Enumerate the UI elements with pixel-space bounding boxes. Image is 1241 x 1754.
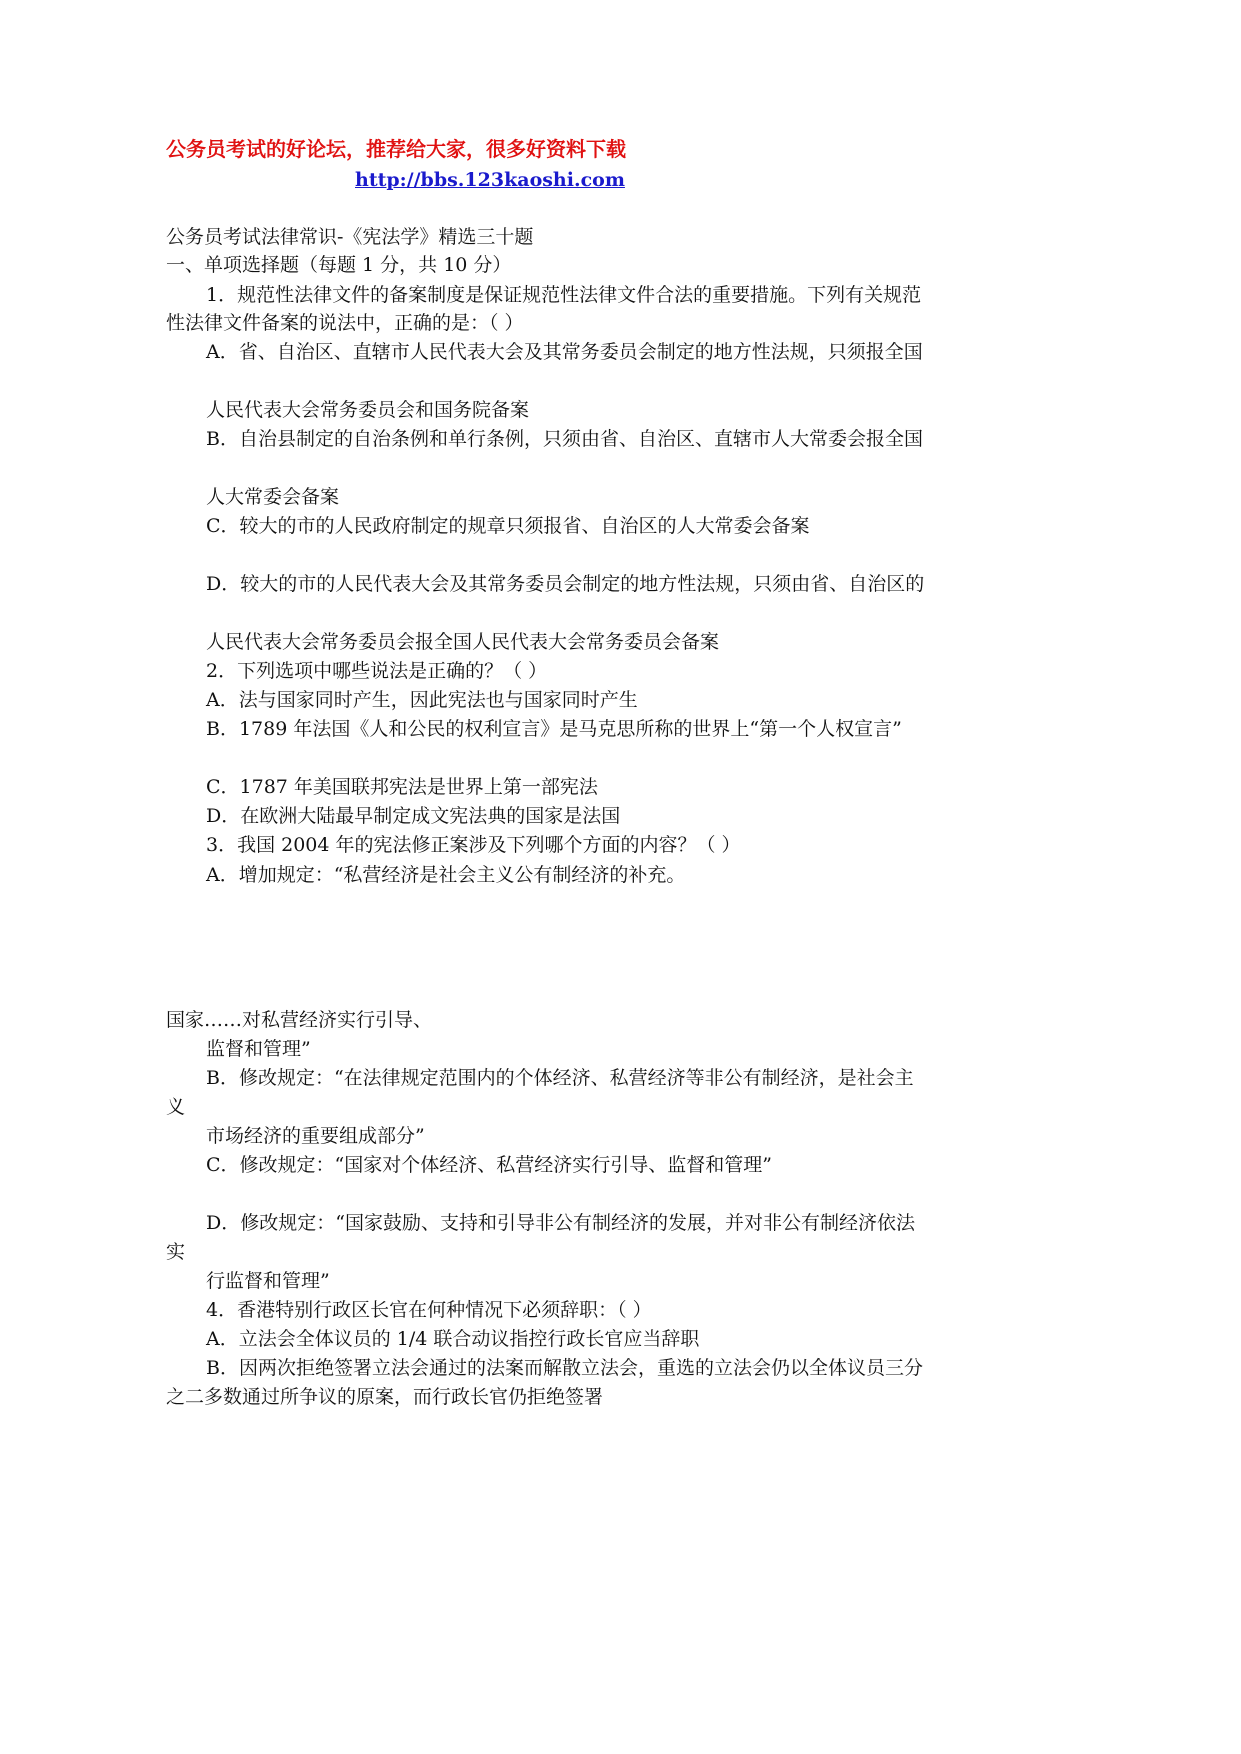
q2-option-a: A．法与国家同时产生，因此宪法也与国家同时产生 (206, 689, 638, 711)
q1-option-b-line2: 人大常委会备案 (206, 486, 340, 508)
section-heading: 一、单项选择题（每题 1 分，共 10 分） (166, 254, 512, 276)
q3-option-b-line2: 义 (166, 1096, 186, 1118)
q1-option-a-line2: 人民代表大会常务委员会和国务院备案 (206, 399, 530, 421)
q3-option-b-line3: 市场经济的重要组成部分” (206, 1125, 425, 1147)
q3-option-b-line1: B．修改规定：“在法律规定范围内的个体经济、私营经济等非公有制经济，是社会主 (206, 1067, 914, 1089)
q1-stem-line2: 性法律文件备案的说法中，正确的是：（ ） (166, 312, 524, 334)
q1-option-c: C．较大的市的人民政府制定的规章只须报省、自治区的人大常委会备案 (206, 515, 810, 537)
document-title: 公务员考试法律常识-《宪法学》精选三十题 (166, 226, 534, 248)
q4-option-b-line2: 之二多数通过所争议的原案，而行政长官仍拒绝签署 (166, 1386, 604, 1408)
q2-option-c: C．1787 年美国联邦宪法是世界上第一部宪法 (206, 776, 598, 798)
q2-option-b: B．1789 年法国《人和公民的权利宣言》是马克思所称的世界上“第一个人权宣言” (206, 718, 902, 740)
q1-option-d-line2: 人民代表大会常务委员会报全国人民代表大会常务委员会备案 (206, 631, 720, 653)
q3-stem: 3．我国 2004 年的宪法修正案涉及下列哪个方面的内容？（ ） (206, 834, 741, 856)
forum-link[interactable]: http://bbs.123kaoshi.com (355, 169, 625, 191)
q2-option-d: D．在欧洲大陆最早制定成文宪法典的国家是法国 (206, 805, 621, 827)
q3-option-c: C．修改规定：“国家对个体经济、私营经济实行引导、监督和管理” (206, 1154, 772, 1176)
q1-option-d-line1: D．较大的市的人民代表大会及其常务委员会制定的地方性法规，只须由省、自治区的 (206, 573, 925, 595)
forum-ad-text: 公务员考试的好论坛，推荐给大家，很多好资料下载 (166, 137, 626, 161)
q2-stem: 2．下列选项中哪些说法是正确的？（ ） (206, 660, 548, 682)
q3-option-d-line3: 行监督和管理” (206, 1270, 330, 1292)
q3-option-d-line2: 实 (166, 1241, 186, 1263)
q1-stem-line1: 1．规范性法律文件的备案制度是保证规范性法律文件合法的重要措施。下列有关规范 (206, 284, 922, 306)
q1-option-a-line1: A．省、自治区、直辖市人民代表大会及其常务委员会制定的地方性法规，只须报全国 (206, 341, 923, 363)
q1-option-b-line1: B．自治县制定的自治条例和单行条例，只须由省、自治区、直辖市人大常委会报全国 (206, 428, 923, 450)
q4-option-b-line1: B．因两次拒绝签署立法会通过的法案而解散立法会，重选的立法会仍以全体议员三分 (206, 1357, 923, 1379)
q4-option-a: A．立法会全体议员的 1/4 联合动议指控行政长官应当辞职 (206, 1328, 700, 1350)
q4-stem: 4．香港特别行政区长官在何种情况下必须辞职：（ ） (206, 1299, 652, 1321)
q3-option-a-line3: 监督和管理” (206, 1038, 311, 1060)
q3-option-a-line2: 国家……对私营经济实行引导、 (166, 1009, 433, 1031)
q3-option-d-line1: D．修改规定：“国家鼓励、支持和引导非公有制经济的发展，并对非公有制经济依法 (206, 1212, 915, 1234)
q3-option-a-line1: A．增加规定：“私营经济是社会主义公有制经济的补充。 (206, 864, 686, 886)
